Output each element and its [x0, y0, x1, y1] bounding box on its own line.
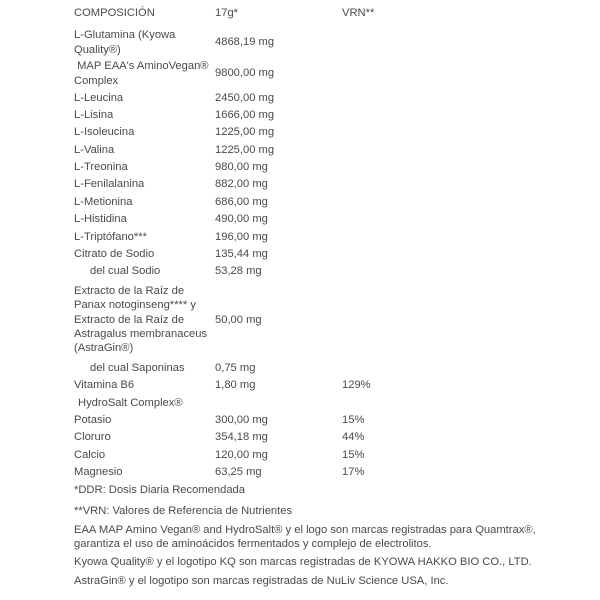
ingredient-vrn [342, 58, 394, 89]
table-row [74, 228, 394, 245]
ingredient-vrn: 15% [342, 414, 365, 426]
ingredient-name: Calcio [74, 448, 106, 461]
ingredient-name: del cual Sodio [90, 265, 161, 278]
ingredient-amount: 1666,00 mg [215, 108, 275, 121]
ingredient-amount: 53,28 mg [215, 265, 262, 278]
table-row [74, 58, 394, 89]
ingredient-vrn [342, 27, 394, 58]
ingredient-vrn [342, 141, 394, 158]
ingredient-vrn [342, 124, 394, 141]
ingredient-vrn [342, 89, 394, 106]
ingredient-amount: 120,00 mg [215, 448, 268, 461]
table-row [74, 359, 394, 376]
table-row [74, 411, 394, 428]
ingredient-vrn [342, 193, 394, 210]
ingredient-amount: 354,18 mg [215, 431, 268, 444]
table-row [74, 106, 394, 123]
table-row [74, 27, 394, 58]
ingredient-name: Cloruro [74, 431, 111, 444]
table-row [74, 394, 394, 411]
ingredient-name: L-Isoleucina [74, 126, 135, 139]
ingredient-amount: 4868,19 mg [215, 36, 275, 49]
ingredient-vrn [342, 263, 394, 280]
ingredient-amount: 63,25 mg [215, 466, 262, 479]
eaa-trademark-note: EAA MAP Amino Vegan® and HydroSalt® y el logo son marcas registradas para Quamtrax®, garantiza el uso de aminoácidos fermentados y complejo de electrolitos. [74, 523, 536, 551]
table-row [74, 263, 394, 280]
table-row [74, 280, 394, 359]
ingredient-vrn [342, 246, 394, 263]
ingredient-vrn [342, 228, 394, 245]
ingredient-amount: 9800,00 mg [215, 67, 275, 80]
ingredient-amount: 1,80 mg [215, 379, 256, 392]
table-row [74, 377, 394, 394]
ingredient-vrn [342, 280, 394, 359]
table-row [74, 446, 394, 463]
ingredient-amount: 135,44 mg [215, 248, 268, 261]
ddr-footnote: *DDR: Dosis Diaria Recomendada [74, 484, 245, 497]
ingredient-vrn [342, 159, 394, 176]
composition-header: COMPOSICIÓN [74, 7, 155, 19]
ingredient-amount: 1225,00 mg [215, 143, 275, 156]
kyowa-trademark-note: Kyowa Quality® y el logotipo KQ son marcas registradas de KYOWA HAKKO BIO CO., LTD. [74, 556, 532, 569]
ingredient-name: L-Histidina [74, 213, 127, 226]
ingredient-vrn [342, 176, 394, 193]
ingredient-amount: 196,00 mg [215, 230, 268, 243]
ingredient-name: HydroSalt Complex® [78, 396, 183, 409]
ingredient-name: MAP EAA's AminoVegan® Complex [74, 60, 212, 87]
ingredient-vrn [342, 394, 394, 411]
ingredient-name: L-Valina [74, 143, 115, 156]
table-row [74, 124, 394, 141]
composition-table [74, 0, 394, 481]
table-row [74, 211, 394, 228]
ingredient-name: L-Leucina [74, 91, 124, 104]
composition-sheet [74, 0, 594, 588]
ingredient-amount: 686,00 mg [215, 195, 268, 208]
table-row [74, 246, 394, 263]
amount-header: 17g* [215, 7, 239, 19]
table-row [74, 89, 394, 106]
ingredient-amount: 490,00 mg [215, 213, 268, 226]
ingredient-name: L-Treonina [74, 161, 128, 174]
table-header-row [74, 0, 394, 27]
ingredient-name: Magnesio [74, 466, 123, 479]
ingredient-vrn: 44% [342, 431, 365, 444]
ingredient-name: L-Fenilalanina [74, 178, 145, 191]
ingredient-amount [215, 394, 342, 411]
ingredient-name: L-Lisina [74, 108, 114, 121]
table-row [74, 193, 394, 210]
vrn-header: VRN** [342, 7, 375, 19]
ingredient-name: Vitamina B6 [74, 379, 135, 392]
table-row [74, 159, 394, 176]
footnotes [74, 483, 554, 588]
ingredient-vrn [342, 106, 394, 123]
astragin-trademark-note: AstraGin® y el logotipo son marcas registradas de NuLiv Science USA, Inc. [74, 574, 449, 587]
ingredient-vrn: 15% [342, 448, 365, 461]
ingredient-name: L-Glutamina (Kyowa Quality®) [74, 29, 176, 56]
table-row [74, 464, 394, 481]
ingredient-name: L-Metionina [74, 195, 133, 208]
table-row [74, 429, 394, 446]
ingredient-amount: 50,00 mg [215, 313, 262, 326]
ingredient-amount: 2450,00 mg [215, 91, 275, 104]
vrn-footnote: **VRN: Valores de Referencia de Nutrientes [74, 505, 293, 518]
ingredient-vrn [342, 359, 394, 376]
ingredient-name: Extracto de la Raíz de Panax notoginseng**** y Extracto de la Raíz de Astragalus membranaceus (AstraGin®) [74, 284, 208, 355]
ingredient-vrn: 17% [342, 466, 365, 479]
ingredient-amount: 300,00 mg [215, 414, 268, 426]
table-row [74, 141, 394, 158]
ingredient-name: del cual Saponinas [90, 361, 185, 374]
ingredient-amount: 980,00 mg [215, 161, 268, 174]
table-row [74, 176, 394, 193]
ingredient-vrn [342, 211, 394, 228]
ingredient-amount: 1225,00 mg [215, 126, 275, 139]
ingredient-vrn: 129% [342, 379, 371, 392]
ingredient-name: L-Triptófano*** [74, 230, 147, 243]
ingredient-amount: 882,00 mg [215, 178, 268, 191]
ingredient-name: Citrato de Sodio [74, 248, 155, 261]
ingredient-amount: 0,75 mg [215, 361, 256, 374]
ingredient-name: Potasio [74, 414, 112, 426]
